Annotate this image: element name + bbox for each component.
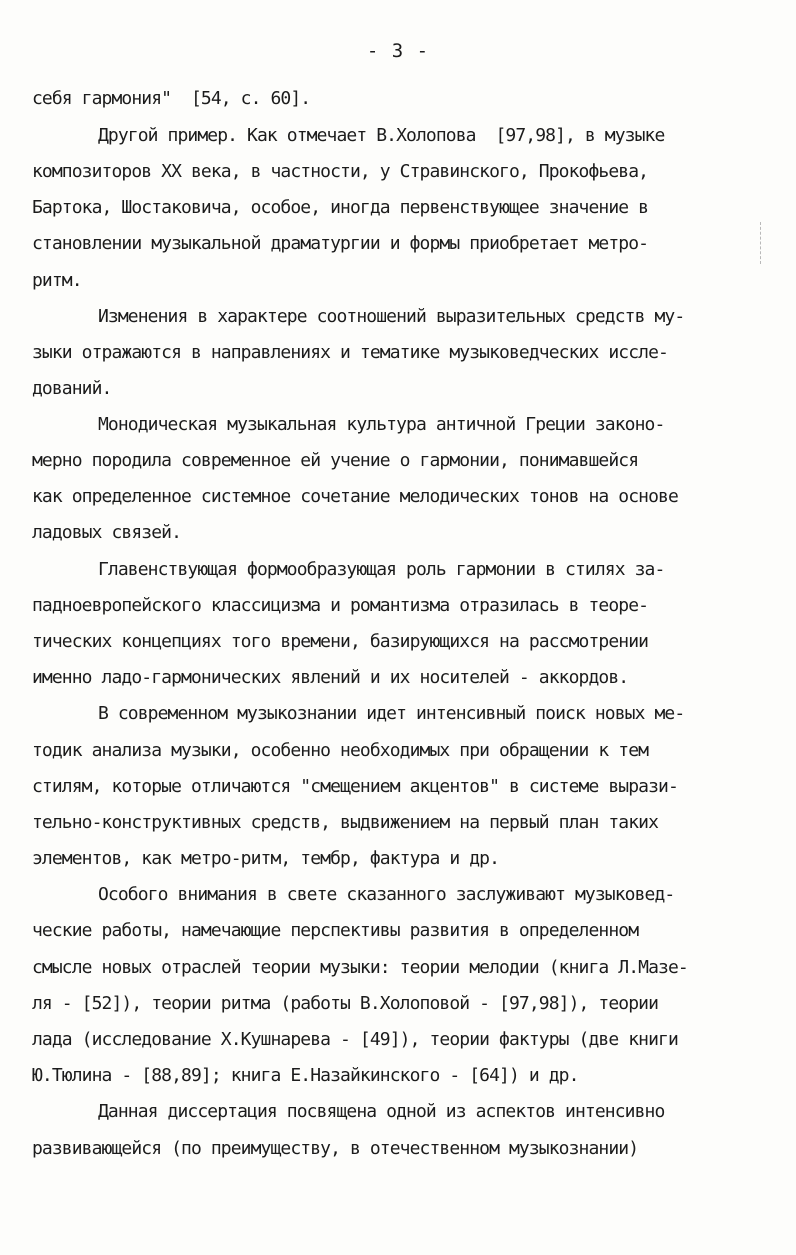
- text-line: тодик анализа музыки, особенно необходимых при обращении к тем: [32, 740, 649, 761]
- text-line: лада (исследование Х.Кушнарева - [49]), теории фактуры (две книги: [32, 1029, 678, 1050]
- text-line: именно ладо-гармонических явлений и их носителей - аккордов.: [32, 667, 629, 688]
- text-line: композиторов XX века, в частности, у Стравинского, Прокофьева,: [32, 161, 649, 182]
- text-line: элементов, как метро-ритм, тембр, фактура и др.: [32, 848, 500, 869]
- text-line: ческие работы, намечающие перспективы развития в определенном: [32, 920, 639, 941]
- margin-mark: [760, 222, 762, 264]
- text-line: смысле новых отраслей теории музыки: теории мелодии (книга Л.Мазе-: [32, 957, 688, 978]
- text-line: как определенное системное сочетание мелодических тонов на основе: [32, 486, 678, 507]
- text-line: Другой пример. Как отмечает В.Холопова [97,98], в музыке: [98, 125, 665, 146]
- text-line: Главенствующая формообразующая роль гармонии в стилях за-: [98, 559, 665, 580]
- text-line: дований.: [32, 378, 112, 399]
- text-line: стилям, которые отличаются "смещением акцентов" в системе вырази-: [32, 776, 678, 797]
- text-line: Данная диссертация посвящена одной из аспектов интенсивно: [98, 1101, 665, 1122]
- text-line: ладовых связей.: [32, 522, 182, 543]
- text-line: В современном музыкознании идет интенсивный поиск новых ме-: [98, 703, 685, 724]
- text-line: мерно породила современное ей учение о гармонии, понимавшейся: [32, 450, 639, 471]
- text-line: Ю.Тюлина - [88,89]; книга Е.Назайкинского - [64]) и др.: [32, 1065, 579, 1086]
- text-line: ритм.: [32, 270, 82, 291]
- text-line: ля - [52]), теории ритма (работы В.Холоповой - [97,98]), теории: [32, 993, 659, 1014]
- text-line: Особого внимания в свете сказанного заслуживают музыковед-: [98, 884, 675, 905]
- text-line: Бартока, Шостаковича, особое, иногда первенствующее значение в: [32, 197, 649, 218]
- text-line: тических концепциях того времени, базирующихся на рассмотрении: [32, 631, 649, 652]
- text-line: становлении музыкальной драматургии и формы приобретает метро-: [32, 233, 649, 254]
- text-line: Изменения в характере соотношений выразительных средств му-: [98, 306, 685, 327]
- page-number: - 3 -: [366, 40, 430, 62]
- text-line: тельно-конструктивных средств, выдвижением на первый план таких: [32, 812, 659, 833]
- text-line: падноевропейского классицизма и романтизма отразилась в теоре-: [32, 595, 649, 616]
- text-line: себя гармония" [54, с. 60].: [32, 88, 311, 109]
- text-line: развивающейся (по преимуществу, в отечественном музыкознании): [32, 1138, 639, 1159]
- text-line: зыки отражаются в направлениях и тематике музыковедческих иссле-: [32, 342, 668, 363]
- text-line: Монодическая музыкальная культура античной Греции законо-: [98, 414, 665, 435]
